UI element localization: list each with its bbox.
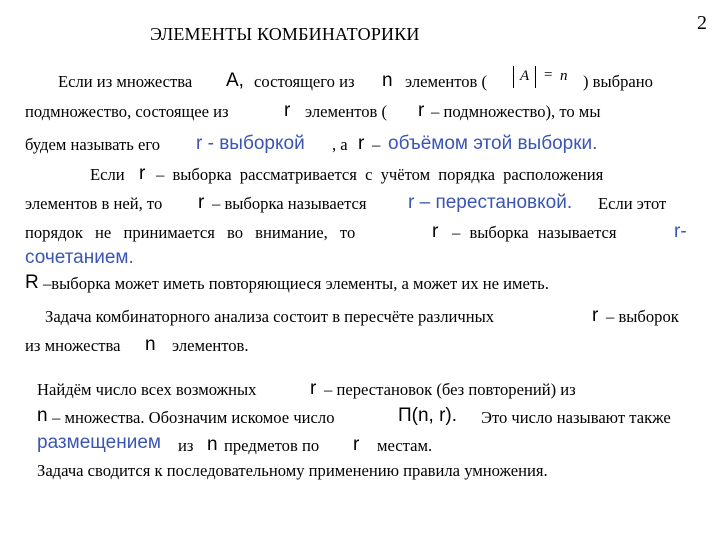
- text: состоящего из: [254, 72, 355, 91]
- text: Задача сводится к последовательному применению правила умножения.: [37, 461, 548, 480]
- math-symbol: r: [432, 221, 439, 242]
- math-symbol: r: [592, 305, 599, 326]
- math-symbol: r: [198, 192, 205, 213]
- text: элементов (: [305, 102, 388, 121]
- term-permutation: r – перестановкой.: [408, 192, 573, 213]
- term-arrangement: размещением: [37, 432, 161, 453]
- text: Это число называют также: [481, 408, 671, 427]
- text: Если этот: [598, 194, 667, 213]
- text: – выборка называется: [212, 194, 367, 213]
- text: –: [372, 135, 381, 154]
- text: Задача комбинаторного анализа состоит в пересчёте различных: [45, 307, 495, 326]
- text: предметов по: [224, 436, 320, 455]
- text: –выборка может иметь повторяющиеся элементы, а может их не иметь.: [43, 274, 549, 293]
- math-symbol: n: [382, 70, 393, 91]
- math-symbol: A,: [226, 70, 244, 91]
- text: элементов в ней, то: [25, 194, 163, 213]
- term-r: r-: [674, 221, 687, 242]
- math-symbol: n: [207, 434, 218, 455]
- page-title: ЭЛЕМЕНТЫ КОМБИНАТОРИКИ: [150, 24, 420, 44]
- text: элементов.: [172, 336, 249, 355]
- text: – множества. Обозначим искомое число: [52, 408, 335, 427]
- text: Найдём число всех возможных: [37, 380, 257, 399]
- notation-arrangement: П(n, r).: [398, 405, 458, 426]
- math-symbol: r: [139, 163, 146, 184]
- term-combination: сочетанием.: [25, 247, 134, 268]
- math-symbol: n: [37, 405, 48, 426]
- formula-n: n: [560, 68, 568, 84]
- math-symbol: r: [358, 133, 365, 154]
- text: подмножество, состоящее из: [25, 102, 229, 121]
- text: местам.: [377, 436, 433, 455]
- term-volume: объёмом этой выборки.: [388, 133, 598, 154]
- text: – подмножество), то мы: [431, 102, 601, 121]
- text: порядок не принимается во внимание, то: [25, 223, 356, 242]
- text: – перестановок (без повторений) из: [324, 380, 576, 399]
- formula-equals: =: [544, 67, 553, 83]
- text: ) выбрано: [583, 72, 653, 91]
- text: Если из множества: [58, 72, 193, 91]
- text: Если: [90, 165, 125, 184]
- math-symbol: r: [353, 434, 360, 455]
- math-symbol: r: [310, 378, 317, 399]
- text: , а: [332, 135, 348, 154]
- text: из множества: [25, 336, 121, 355]
- math-symbol: R: [25, 272, 39, 293]
- math-symbol: r: [418, 100, 425, 121]
- text: – выборка рассматривается с учётом порядка расположения: [156, 165, 604, 184]
- text: – выборка называется: [452, 223, 617, 242]
- formula-set: A: [520, 68, 530, 84]
- page-number: 2: [697, 12, 707, 34]
- text: будем называть его: [25, 135, 161, 154]
- cardinality-formula: [511, 64, 575, 90]
- text: элементов (: [405, 72, 488, 91]
- term-sample: r - выборкой: [196, 133, 305, 154]
- text: из: [178, 436, 194, 455]
- math-symbol: r: [284, 100, 291, 121]
- math-symbol: n: [145, 334, 156, 355]
- text: – выборок: [606, 307, 679, 326]
